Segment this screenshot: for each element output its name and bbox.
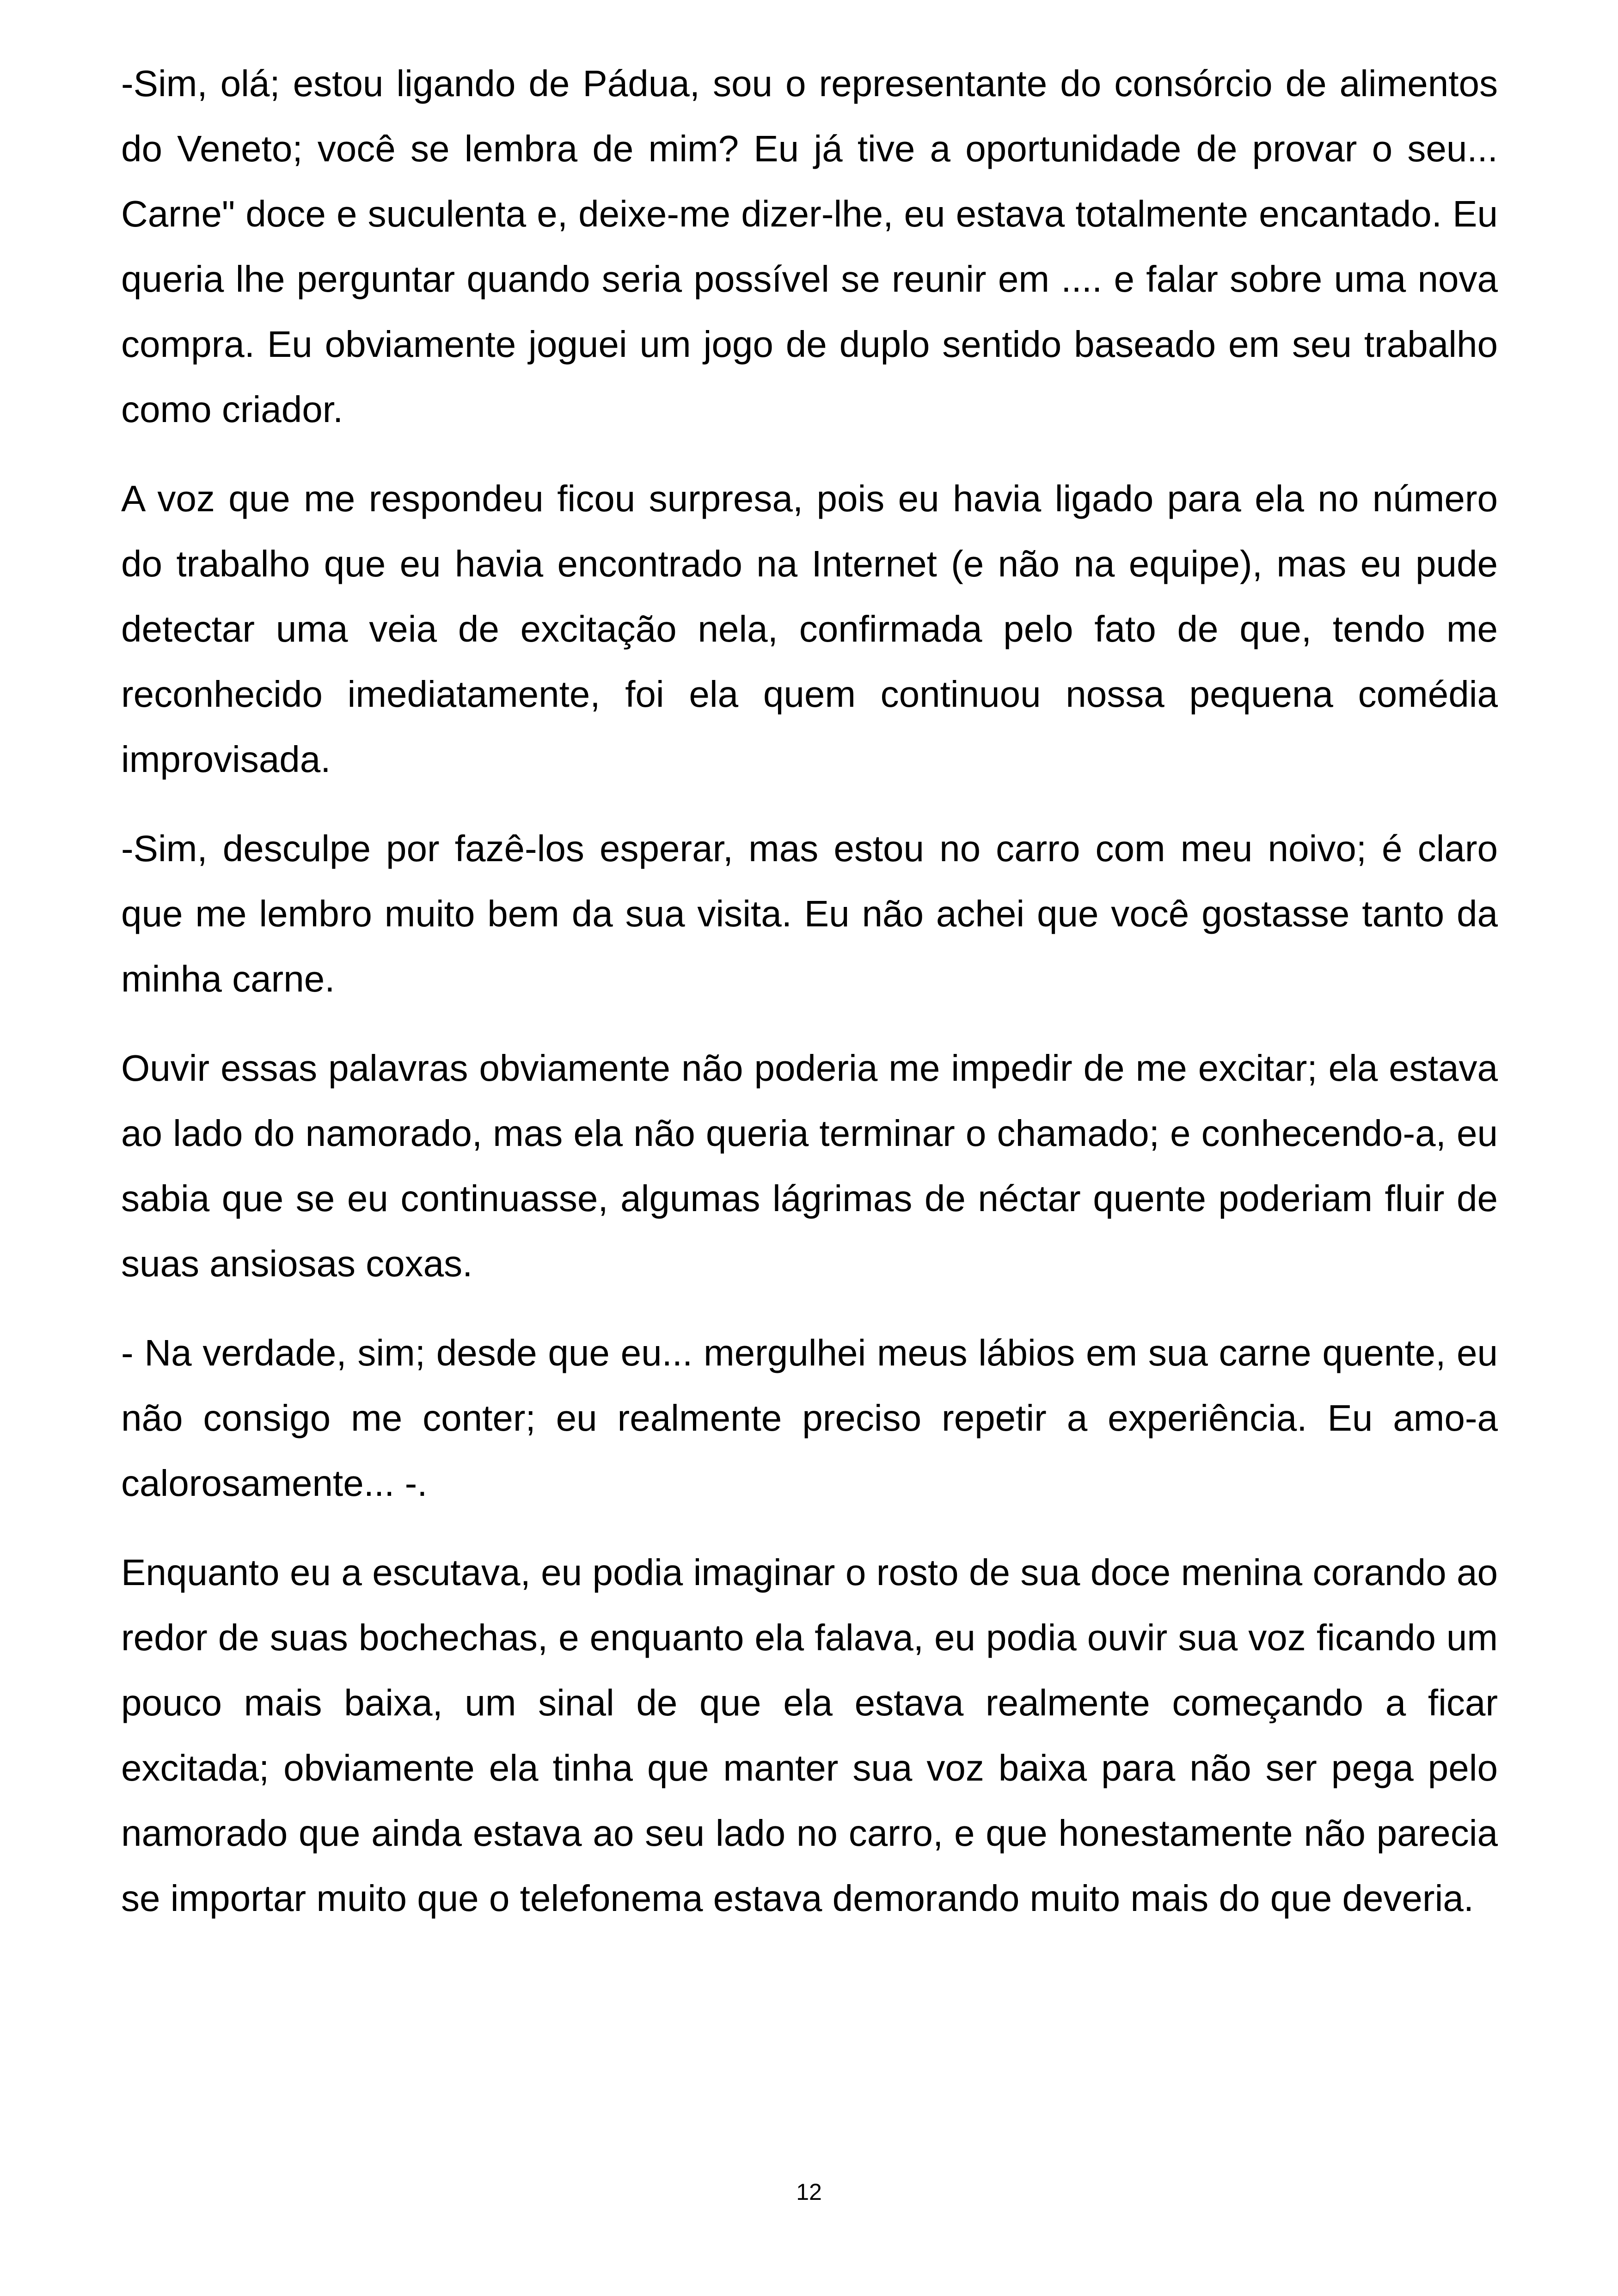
paragraph-6: Enquanto eu a escutava, eu podia imaginar o rosto de sua doce menina corando ao redor de suas bochechas, e enquanto ela falava, eu podia ouvir sua voz ficando um pouco mais baixa, um sinal de que ela estava realmente começando a ficar excitada; obviamente ela tinha que manter sua voz baixa para não ser pega pelo namorado que ainda estava ao seu lado no carro, e que honestamente não parecia se importar muito que o telefonema estava demorando muito mais do que deveria. [121,1552,1498,1919]
body-text [121,51,1498,1955]
paragraph-1: -Sim, olá; estou ligando de Pádua, sou o representante do consórcio de alimentos do Veneto; você se lembra de mim? Eu já tive a oportunidade de provar o seu... Carne" doce e suculenta e, deixe-me dizer-lhe, eu estava totalmente encantado. Eu queria lhe perguntar quando seria possível se reunir em .... e falar sobre uma nova compra. Eu obviamente joguei um jogo de duplo sentido baseado em seu trabalho como criador. [121,63,1498,430]
paragraph-2: A voz que me respondeu ficou surpresa, pois eu havia ligado para ela no número do trabalho que eu havia encontrado na Internet (e não na equipe), mas eu pude detectar uma veia de excitação nela, confirmada pelo fato de que, tendo me reconhecido imediatamente, foi ela quem continuou nossa pequena comédia improvisada. [121,478,1498,780]
paragraph-4: Ouvir essas palavras obviamente não poderia me impedir de me excitar; ela estava ao lado do namorado, mas ela não queria terminar o chamado; e conhecendo-a, eu sabia que se eu continuasse, algumas lágrimas de néctar quente poderiam fluir de suas ansiosas coxas. [121,1047,1498,1284]
page-number: 12 [796,2179,822,2205]
paragraph-3: -Sim, desculpe por fazê-los esperar, mas estou no carro com meu noivo; é claro que me lembro muito bem da sua visita. Eu não achei que você gostasse tanto da minha carne. [121,828,1498,999]
paragraph-5: - Na verdade, sim; desde que eu... mergulhei meus lábios em sua carne quente, eu não consigo me conter; eu realmente preciso repetir a experiência. Eu amo-a calorosamente... -. [121,1332,1498,1504]
